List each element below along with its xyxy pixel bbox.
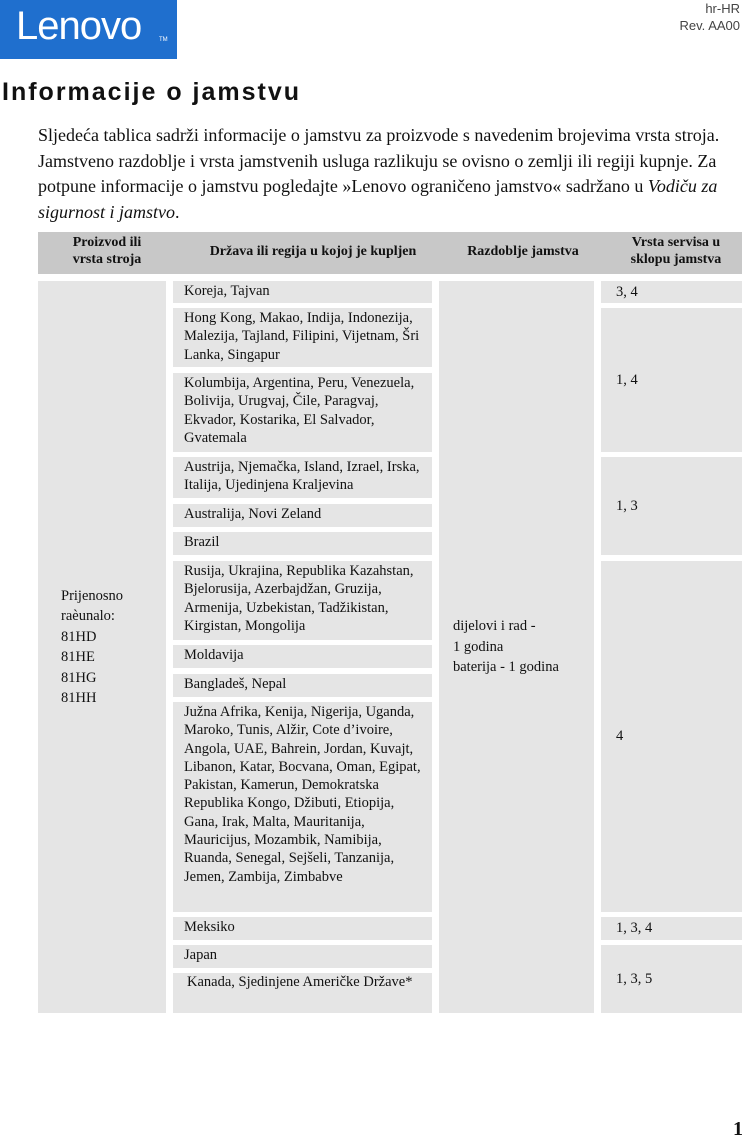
period-line: dijelovi i rad - (453, 618, 536, 635)
product-line: Prijenosno (61, 587, 124, 604)
header-country: Država ili regija u kojoj je kupljen (209, 244, 417, 259)
country-cell: Rusija, Ukrajina, Republika Kazahstan, Bjelorusija, Azerbajdžan, Gruzija, Armenija, Uzbekistan, Tadžikistan, Kirgistan, Mongolija (173, 561, 432, 640)
intro-paragraph (38, 123, 742, 225)
document-meta (680, 0, 740, 34)
service-cell: 4 (601, 561, 742, 912)
service-cell: 3, 4 (601, 281, 742, 303)
language-code: hr-HR (705, 1, 740, 16)
product-machine-type: 81HE (61, 649, 95, 665)
logo-text: Lenovo (16, 4, 142, 48)
country-cell: Južna Afrika, Kenija, Nigerija, Uganda, Maroko, Tunis, Alžir, Cote d’ivoire, Angola, UAE, Bahrein, Jordan, Kuvajt, Libanon, Katar, Bocvana, Oman, Egipat, Pakistan, Kamerun, Demokratska Republika Kongo, Džibuti, Etiopija, Gana, Irak, Malta, Mauritanija, Mauricijus, Mozambik, Namibija, Ruanda, Senegal, Sejšeli, Tanzanija, Jemen, Zambija, Zimbabve (173, 702, 432, 912)
product-machine-type: 81HH (61, 690, 97, 706)
table-header (38, 232, 742, 274)
service-cell: 1, 3, 4 (601, 917, 742, 940)
country-cell: Brazil (173, 532, 432, 555)
country-cell: Kanada, Sjedinjene Američke Države* (173, 973, 432, 1013)
header-product: Proizvod ili vrsta stroja (72, 235, 142, 267)
service-cell: 1, 3 (601, 457, 742, 555)
country-cell: Kolumbija, Argentina, Peru, Venezuela, Bolivija, Urugvaj, Čile, Paragvaj, Ekvador, Kostarika, El Salvador, Gvatemala (173, 373, 432, 452)
revision: Rev. AA00 (679, 18, 740, 33)
service-cell: 1, 3, 5 (601, 945, 742, 1013)
product-machine-type: 81HD (61, 628, 97, 645)
country-cell: Koreja, Tajvan (173, 281, 432, 303)
page-number: 1 (733, 1118, 743, 1140)
country-cell: Austrija, Njemačka, Island, Izrael, Irska, Italija, Ujedinjena Kraljevina (173, 457, 432, 498)
country-cell: Hong Kong, Makao, Indija, Indonezija, Malezija, Tajland, Filipini, Vijetnam, Šri Lanka, Singapur (173, 308, 432, 367)
warranty-period-cell (439, 281, 594, 1013)
lenovo-logo (0, 0, 177, 59)
product-cell (38, 281, 166, 1013)
period-line: 1 godina (453, 638, 504, 655)
country-cell: Bangladeš, Nepal (173, 674, 432, 697)
period-line: baterija - 1 godina (453, 659, 559, 676)
intro-text: Sljedeća tablica sadrži informacije o jamstvu za proizvode s navedenim brojevima vrsta stroja. Jamstveno razdoblje i vrsta jamstvenih usluga razlikuju se ovisno o zemlji ili regiji kupnje. Za potpune informacije o jamstvu pogledajte »Lenovo ograničeno jamstvo« sadržano u (38, 125, 720, 196)
country-cell: Meksiko (173, 917, 432, 940)
country-cell: Australija, Novi Zeland (173, 504, 432, 527)
product-line: raèunalo: (61, 608, 115, 624)
page-title: Informacije o jamstvu (2, 78, 302, 106)
header-service: Vrsta servisa u sklopu jamstva (630, 235, 722, 267)
country-cell: Moldavija (173, 645, 432, 668)
header-period: Razdoblje jamstva (467, 244, 579, 259)
intro-guide-title: Vodiču za sigurnost i jamstvo (38, 176, 718, 222)
country-cell: Japan (173, 945, 432, 968)
logo-trademark: TM (159, 37, 168, 43)
product-machine-type: 81HG (61, 669, 97, 686)
intro-end: . (175, 201, 180, 222)
service-cell: 1, 4 (601, 308, 742, 452)
